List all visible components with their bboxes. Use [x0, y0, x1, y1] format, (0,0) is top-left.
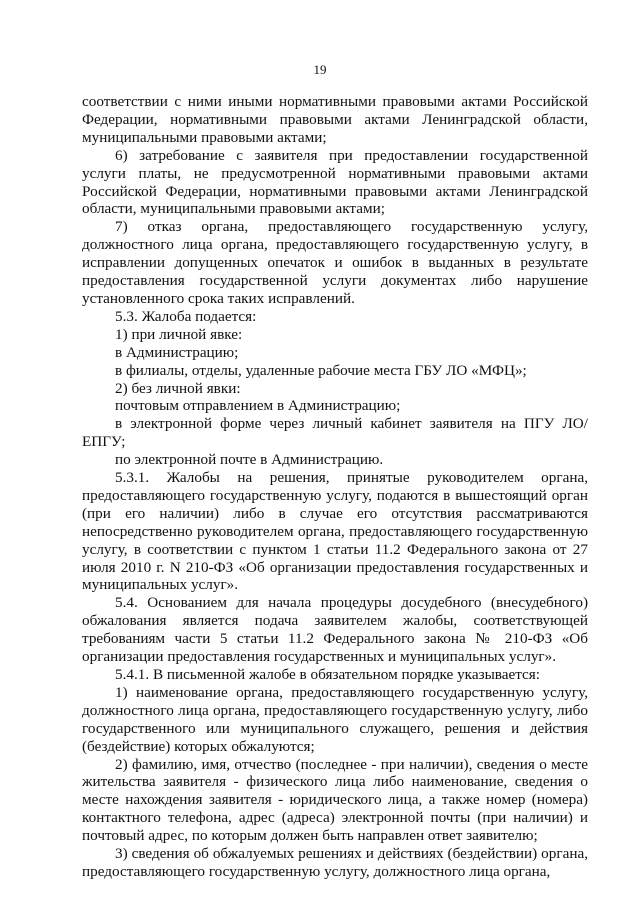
list-item: 2) фамилию, имя, отчество (последнее - при наличии), сведения о месте жительства заявителя - физического лица либо наименование, сведения о месте нахождения заявителя - юридического лица, а также номер (номера) контактного телефона, адрес (адреса) электронной почты (при наличии) и почтовый адрес, по которым должен быть направлен ответ заявителю;: [82, 755, 588, 845]
list-item: 1) наименование органа, предоставляющего государственную услугу, должностного лица органа, предоставляющего государственную услугу, либо государственного или муниципального служащего, решения и действия (бездействие) которых обжалуются;: [82, 683, 588, 755]
list-item: по электронной почте в Администрацию.: [115, 451, 384, 469]
list-item: 1) при личной явке:: [115, 325, 243, 343]
list-item: почтовым отправлением в Администрацию;: [115, 397, 401, 415]
paragraph: 7) отказ органа, предоставляющего государственную услугу, должностного лица органа, предоставляющего государственную услугу, в исправлении допущенных опечаток и ошибок в выданных в результате предоставления государственной услуги документах либо нарушение установленного срока таких исправлений.: [82, 218, 588, 307]
list-item: в филиалы, отделы, удаленные рабочие места ГБУ ЛО «МФЦ»;: [115, 361, 527, 379]
list-item: в электронной форме через личный кабинет заявителя на ПГУ ЛО/ ЕПГУ;: [82, 415, 588, 451]
paragraph: соответствии с ними иными нормативными правовыми актами Российской Федерации, нормативными правовыми актами Ленинградской области, муниципальными правовыми актами;: [82, 93, 588, 146]
list-item: 3) сведения об обжалуемых решениях и действиях (бездействии) органа, предоставляющего государственную услугу, должностного лица органа,: [82, 845, 588, 880]
page-number: 19: [313, 62, 327, 77]
paragraph: 5.3.1. Жалобы на решения, принятые руководителем органа, предоставляющего государственную услугу, подаются в вышестоящий орган (при его наличии) либо в случае его отсутствия рассматриваются непосредственно руководителем органа, предоставляющего государственную услугу, в соответствии с пунктом 1 статьи 11.2 Федерального закона от 27 июля 2010 г. N 210-ФЗ «Об организации предоставления государственных и муниципальных услуг».: [82, 469, 588, 594]
section-heading: 5.3. Жалоба подается:: [115, 307, 257, 325]
paragraph: 6) затребование с заявителя при предоставлении государственной услуги платы, не предусмотренной нормативными правовыми актами Российской Федерации, нормативными правовыми актами Ленинградской области, муниципальными правовыми актами;: [82, 146, 588, 218]
document-body: [82, 93, 588, 881]
list-item: 2) без личной явки:: [115, 379, 241, 397]
paragraph: 5.4. Основанием для начала процедуры досудебного (внесудебного) обжалования является подача заявителем жалобы, соответствующей требованиям части 5 статьи 11.2 Федерального закона № 210-ФЗ «Об организации предоставления государственных и муниципальных услуг».: [82, 594, 588, 666]
paragraph: 5.4.1. В письменной жалобе в обязательном порядке указывается:: [115, 666, 540, 683]
list-item: в Администрацию;: [115, 343, 239, 361]
